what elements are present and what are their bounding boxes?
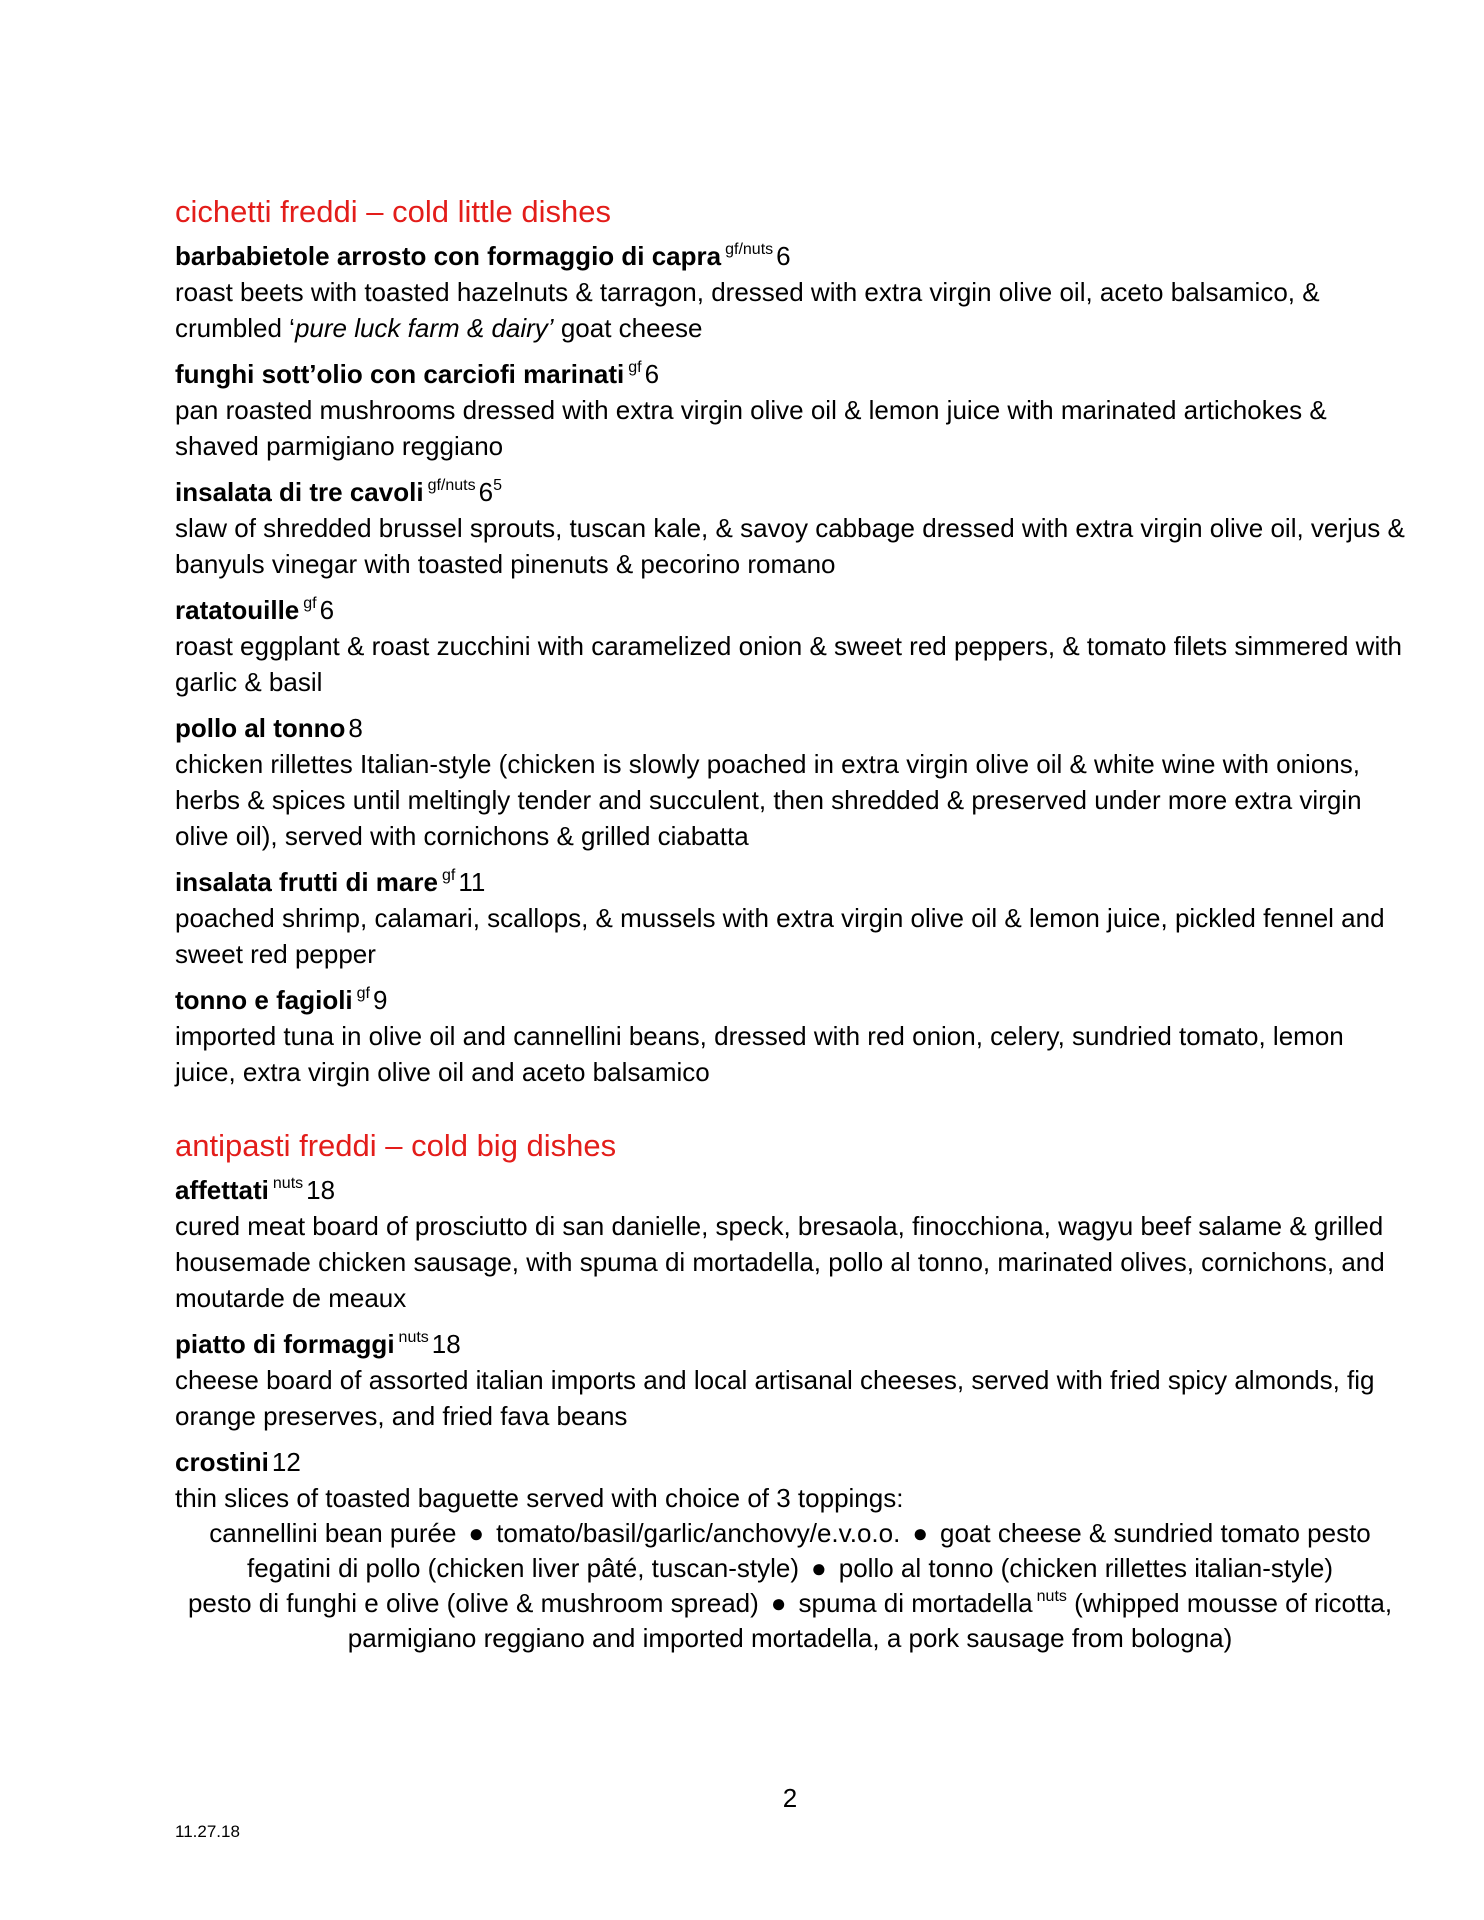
dish-price: 11 <box>458 867 486 897</box>
dish-name: funghi sott’olio con carciofi marinati <box>175 359 625 389</box>
dish-name: ratatouille <box>175 595 300 625</box>
dish-description: pan roasted mushrooms dressed with extra virgin olive oil & lemon juice with marinated artichokes & shaved parmigiano reggiano <box>175 395 1327 461</box>
menu-item <box>175 474 1405 582</box>
toppings-line <box>175 1586 1405 1656</box>
dietary-tag: gf/nuts <box>725 241 774 258</box>
bullet-icon: ● <box>468 1518 485 1548</box>
section-cold-little-dishes <box>175 192 1405 1090</box>
menu-item <box>175 710 1405 854</box>
dish-price-superscript: 5 <box>493 477 502 494</box>
toppings-line <box>175 1516 1405 1551</box>
dish-name: piatto di formaggi <box>175 1329 395 1359</box>
menu-item <box>175 1326 1405 1434</box>
dish-description: thin slices of toasted baguette served with choice of 3 toppings: <box>175 1483 904 1513</box>
dish-name: insalata di tre cavoli <box>175 477 424 507</box>
bullet-icon: ● <box>770 1588 787 1618</box>
dish-price: 9 <box>373 985 388 1015</box>
menu-page <box>175 192 1405 1666</box>
topping: fegatini di pollo (chicken liver pâté, tuscan-style) <box>247 1553 800 1583</box>
toppings-line <box>175 1551 1405 1586</box>
bullet-icon: ● <box>912 1518 929 1548</box>
dish-description: poached shrimp, calamari, scallops, & mussels with extra virgin olive oil & lemon juice, pickled fennel and sweet red pepper <box>175 903 1385 969</box>
dish-price: 18 <box>306 1175 336 1205</box>
menu-item <box>175 592 1405 700</box>
menu-item <box>175 1444 1405 1656</box>
dietary-tag: gf <box>356 985 370 1002</box>
topping: cannellini bean purée <box>209 1518 457 1548</box>
dish-price: 6 <box>319 595 335 625</box>
dish-price: 6 <box>478 477 494 507</box>
dietary-tag: gf/nuts <box>427 477 476 494</box>
section-cold-big-dishes <box>175 1126 1405 1656</box>
topping: pollo al tonno (chicken rillettes italian-style) <box>838 1553 1333 1583</box>
dish-description: slaw of shredded brussel sprouts, tuscan kale, & savoy cabbage dressed with extra virgin olive oil, verjus & banyuls vinegar with toasted pinenuts & pecorino romano <box>175 513 1405 579</box>
dish-name: crostini <box>175 1447 269 1477</box>
dish-price: 6 <box>776 241 791 271</box>
dish-price: 6 <box>644 359 660 389</box>
dietary-tag: gf <box>441 867 456 884</box>
section-title: antipasti freddi – cold big dishes <box>175 1128 617 1163</box>
dietary-tag: nuts <box>1036 1588 1067 1605</box>
dish-description: imported tuna in olive oil and cannellini beans, dressed with red onion, celery, sundried tomato, lemon juice, extra virgin olive oil and aceto balsamico <box>175 1021 1344 1087</box>
dish-name: insalata frutti di mare <box>175 867 438 897</box>
menu-item <box>175 238 1405 346</box>
topping: pesto di funghi e olive (olive & mushroom spread) <box>187 1588 759 1618</box>
dish-description: roast beets with toasted hazelnuts & tarragon, dressed with extra virgin olive oil, aceto balsamico, & crumbled ‘pure luck farm & dairy’ goat cheese <box>175 277 1320 343</box>
dish-description: chicken rillettes Italian-style (chicken is slowly poached in extra virgin olive oil & white wine with onions, herbs & spices until meltingly tender and succulent, then shredded & preserved under more extra virgin olive oil), served with cornichons & grilled ciabatta <box>175 749 1362 851</box>
topping: spuma di mortadella <box>798 1588 1033 1618</box>
topping-description: (whipped mousse of ricotta, parmigiano reggiano and imported mortadella, a pork sausage from bologna) <box>347 1588 1393 1653</box>
dish-price: 8 <box>348 713 363 743</box>
dietary-tag: nuts <box>398 1329 429 1346</box>
dish-price: 12 <box>271 1447 301 1477</box>
dish-description: cured meat board of prosciutto di san danielle, speck, bresaola, finocchiona, wagyu beef salame & grilled housemade chicken sausage, with spuma di mortadella, pollo al tonno, marinated olives, cornichons, and moutarde de meaux <box>175 1211 1385 1313</box>
dish-description: roast eggplant & roast zucchini with caramelized onion & sweet red peppers, & tomato filets simmered with garlic & basil <box>175 631 1402 697</box>
menu-item <box>175 356 1405 464</box>
dish-name: tonno e fagioli <box>175 985 353 1015</box>
bullet-icon: ● <box>811 1553 827 1583</box>
page-number: 2 <box>782 1783 798 1813</box>
crostini-toppings <box>175 1516 1405 1656</box>
dish-name: pollo al tonno <box>175 713 346 743</box>
dietary-tag: nuts <box>272 1175 304 1192</box>
menu-item <box>175 864 1405 972</box>
dish-price: 18 <box>431 1329 461 1359</box>
dietary-tag: gf <box>303 595 317 612</box>
dietary-tag: gf <box>628 359 642 376</box>
topping: goat cheese & sundried tomato pesto <box>940 1518 1371 1548</box>
dish-name: affettati <box>175 1175 269 1205</box>
section-title: cichetti freddi – cold little dishes <box>175 194 611 229</box>
topping: tomato/basil/garlic/anchovy/e.v.o.o. <box>496 1518 901 1548</box>
menu-item <box>175 1172 1405 1316</box>
dish-description: cheese board of assorted italian imports and local artisanal cheeses, served with fried spicy almonds, fig orange preserves, and fried fava beans <box>175 1365 1375 1431</box>
dish-name: barbabietole arrosto con formaggio di capra <box>175 241 722 271</box>
menu-item <box>175 982 1405 1090</box>
date-stamp: 11.27.18 <box>175 1822 240 1841</box>
